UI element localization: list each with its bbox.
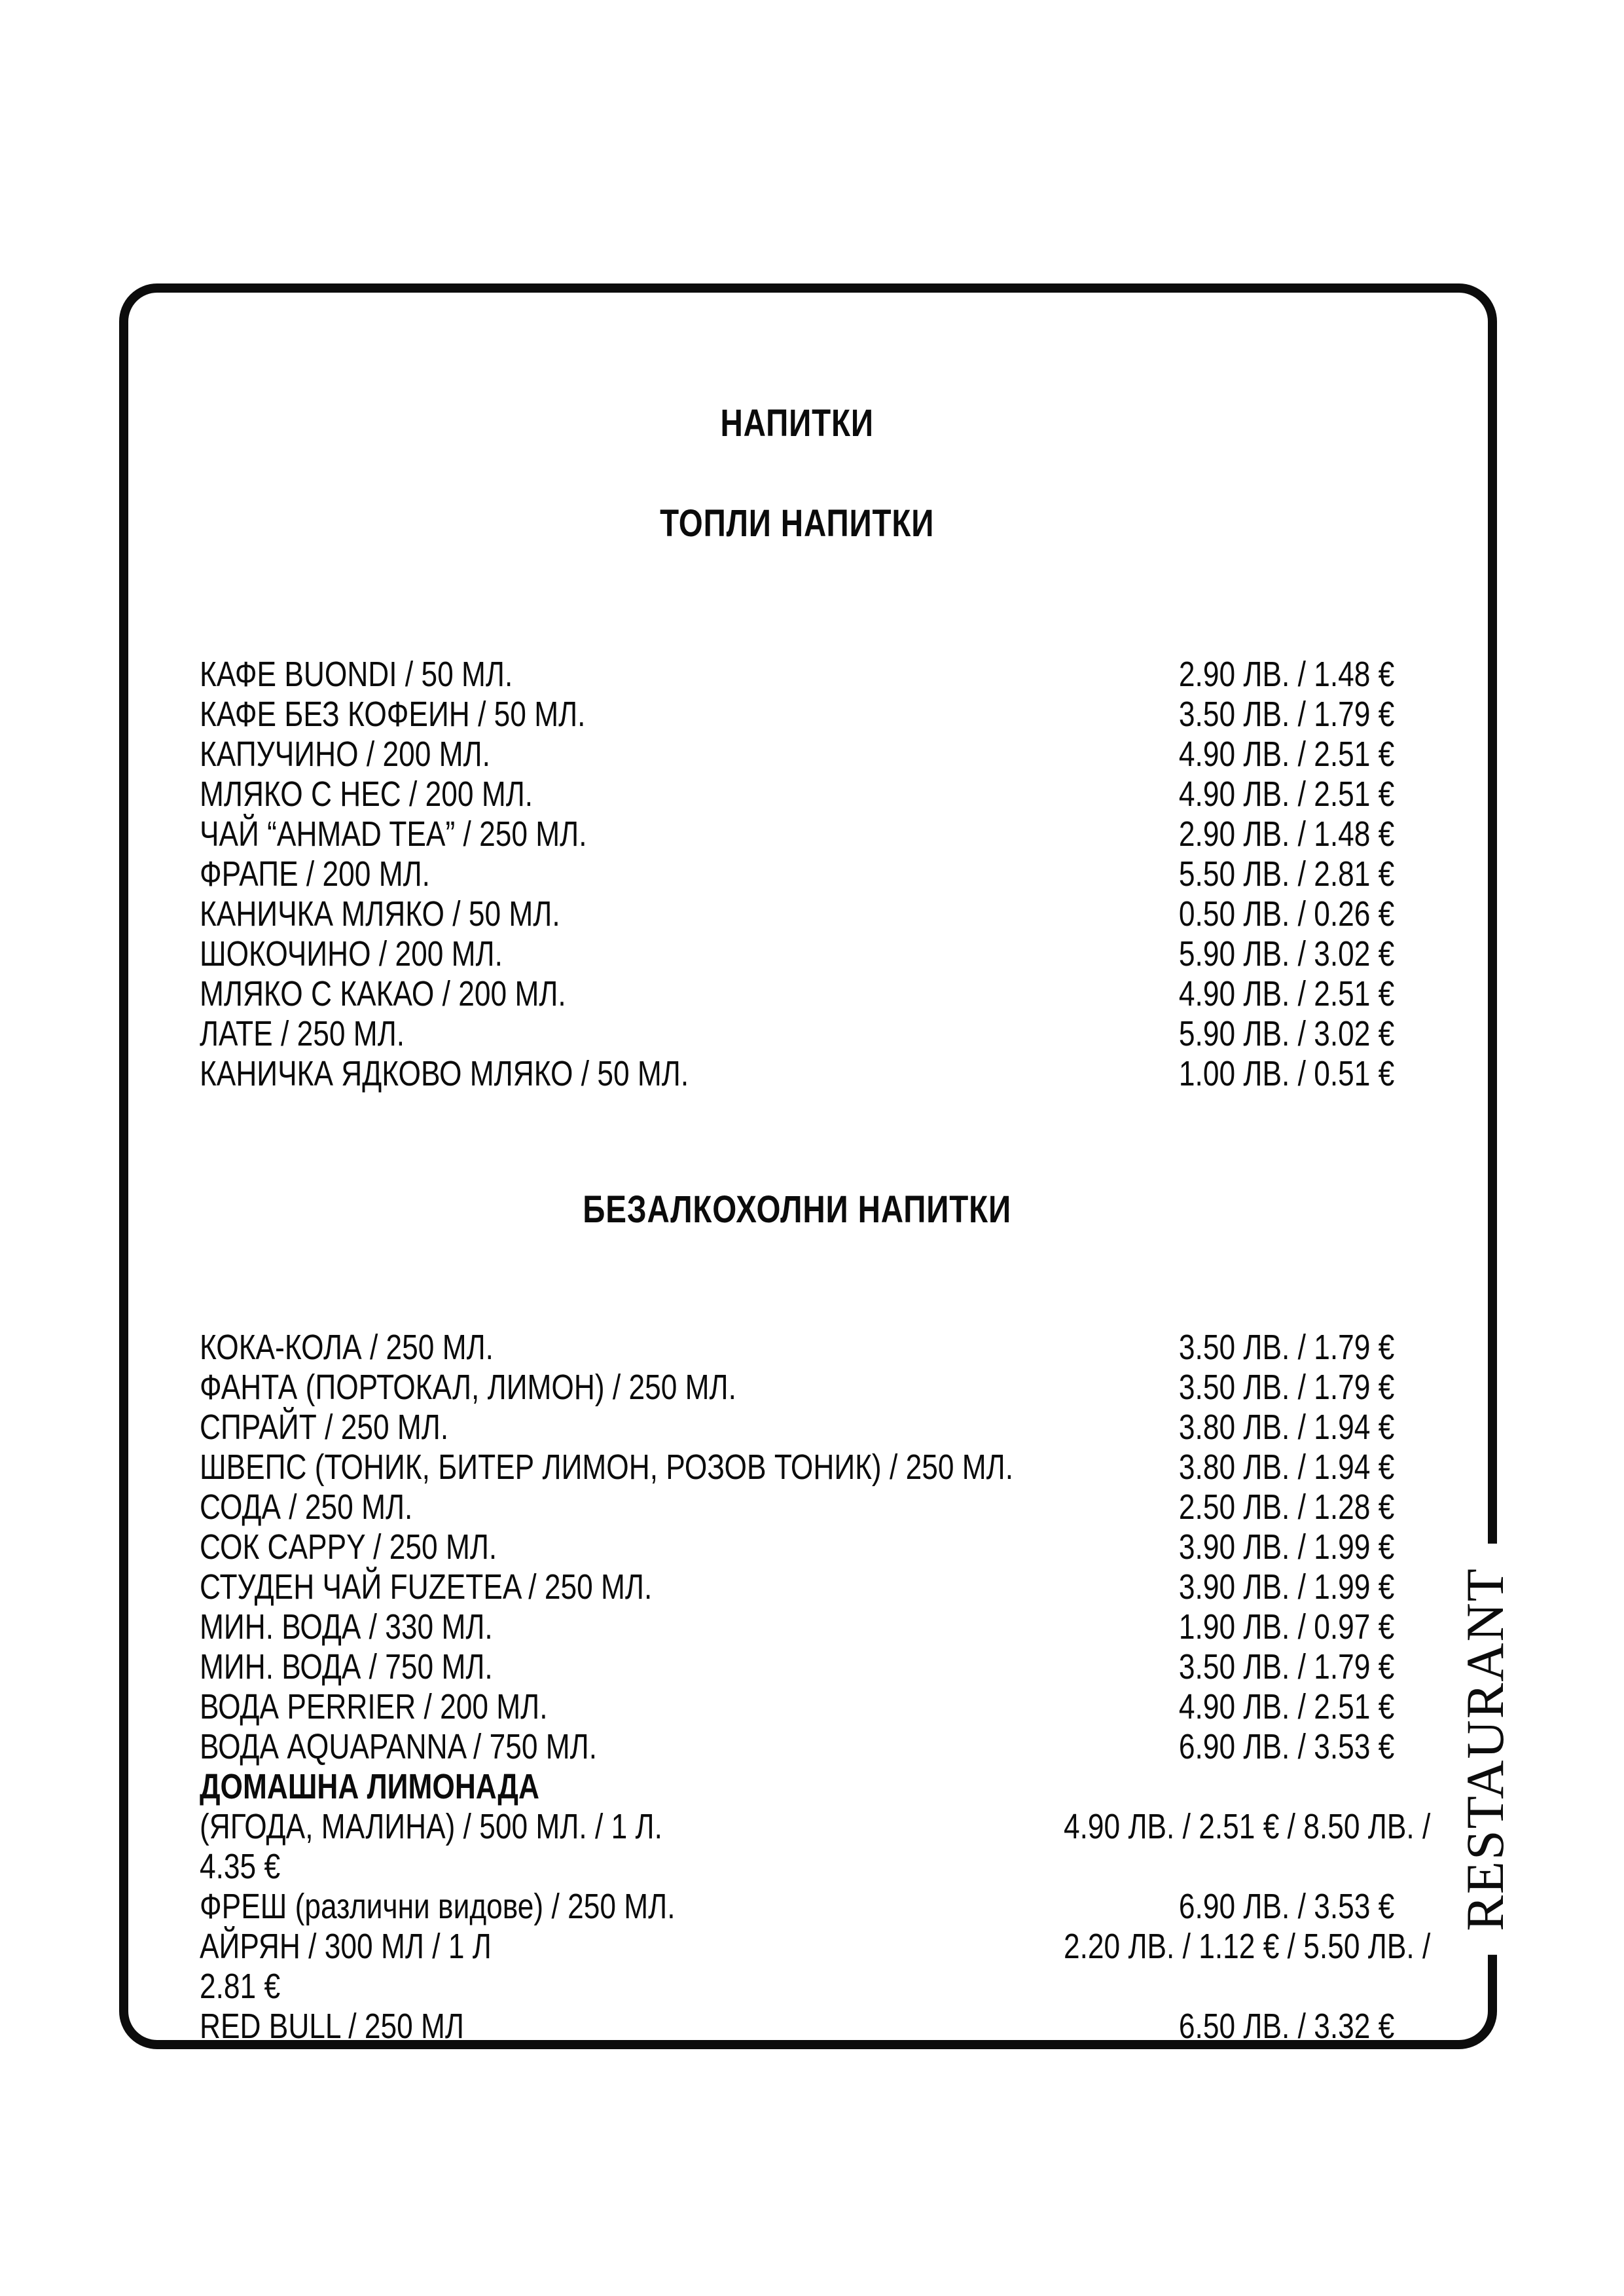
item-name: КАФЕ БЕЗ КОФЕИН / 50 МЛ. [200, 695, 586, 734]
item-price: 2.90 ЛВ. / 1.48 € [1178, 655, 1395, 694]
item-name: АЙРЯН / 300 МЛ / 1 Л [200, 1927, 492, 1966]
item-price: 6.90 ЛВ. / 3.53 € [1178, 1727, 1395, 1766]
item-name: КАНИЧКА МЛЯКО / 50 МЛ. [200, 894, 560, 934]
menu-item-row [200, 1448, 1394, 1487]
item-price: 3.50 ЛВ. / 1.79 € [1178, 1328, 1395, 1367]
item-price: 2.50 ЛВ. / 1.28 € [1178, 1487, 1395, 1527]
item-price: 5.50 ЛВ. / 2.81 € [1178, 854, 1395, 894]
item-price: 4.90 ЛВ. / 2.51 € [1178, 974, 1395, 1013]
menu-item-row [200, 974, 1394, 1014]
page-title: НАПИТКИ [720, 402, 874, 445]
menu-item-row [200, 1727, 1394, 1767]
menu-item-row [200, 1607, 1394, 1647]
menu-item-row [200, 1767, 1394, 1807]
item-name: ШВЕПС (ТОНИК, БИТЕР ЛИМОН, РОЗОВ ТОНИК) / 250 МЛ. [200, 1448, 1014, 1487]
price-overflow-row [200, 1847, 1394, 1887]
item-name: МИН. ВОДА / 330 МЛ. [200, 1607, 493, 1647]
item-price: 2.90 ЛВ. / 1.48 € [1178, 814, 1395, 854]
soft-drinks-list [200, 1328, 1431, 2047]
item-price: 3.50 ЛВ. / 1.79 € [1178, 1647, 1395, 1686]
menu-item-row [200, 1328, 1394, 1368]
menu-item-row [200, 1807, 1430, 1847]
menu-item-row [200, 1054, 1394, 1094]
item-price: 3.50 ЛВ. / 1.79 € [1178, 1368, 1395, 1407]
menu-item-row [200, 1687, 1394, 1727]
menu-item-row [200, 695, 1394, 735]
item-name: (ЯГОДА, МАЛИНА) / 500 МЛ. / 1 Л. [200, 1807, 662, 1846]
item-name: ФРЕШ (различни видове) / 250 МЛ. [200, 1887, 676, 1926]
item-price: 4.90 ЛВ. / 2.51 € / 8.50 ЛВ. / [1063, 1807, 1431, 1846]
item-name: СТУДЕН ЧАЙ FUZETEA / 250 МЛ. [200, 1567, 653, 1607]
item-price: 3.50 ЛВ. / 1.79 € [1178, 695, 1395, 734]
menu-item-row [200, 655, 1394, 695]
item-name: ДОМАШНА ЛИМОНАДА [200, 1767, 539, 1806]
menu-item-row [200, 774, 1394, 814]
section-heading-hot-drinks: ТОПЛИ НАПИТКИ [660, 502, 935, 545]
item-price: 4.90 ЛВ. / 2.51 € [1178, 1687, 1395, 1726]
item-name: ЧАЙ “AHMAD TEA” / 250 МЛ. [200, 814, 587, 854]
menu-item-row [200, 1527, 1394, 1567]
menu-item-row [200, 1567, 1394, 1607]
item-price: 5.90 ЛВ. / 3.02 € [1178, 1014, 1395, 1053]
item-name: КАФЕ BUONDI / 50 МЛ. [200, 655, 513, 694]
item-price: 4.90 ЛВ. / 2.51 € [1178, 774, 1395, 814]
item-price: 3.80 ЛВ. / 1.94 € [1178, 1448, 1395, 1487]
item-name: КАНИЧКА ЯДКОВО МЛЯКО / 50 МЛ. [200, 1054, 689, 1093]
item-name: СОК CAPPY / 250 МЛ. [200, 1527, 497, 1567]
item-price: 5.90 ЛВ. / 3.02 € [1178, 934, 1395, 974]
menu-item-row [200, 1927, 1430, 1967]
item-name: КОКА-КОЛА / 250 МЛ. [200, 1328, 494, 1367]
menu-item-row [200, 934, 1394, 974]
menu-item-row [200, 1368, 1394, 1408]
item-name: ФРАПЕ / 200 МЛ. [200, 854, 430, 894]
menu-item-row [200, 1014, 1394, 1054]
item-name: ШОКОЧИНО / 200 МЛ. [200, 934, 503, 974]
item-name: RED BULL / 250 МЛ [200, 2007, 464, 2046]
menu-item-row [200, 814, 1394, 854]
item-price-overflow: 4.35 € [200, 1847, 281, 1886]
hot-drinks-list [200, 655, 1394, 1094]
item-price: 6.90 ЛВ. / 3.53 € [1178, 1887, 1395, 1926]
item-name: КАПУЧИНО / 200 МЛ. [200, 735, 490, 774]
item-price: 3.90 ЛВ. / 1.99 € [1178, 1527, 1395, 1567]
item-name: ЛАТЕ / 250 МЛ. [200, 1014, 405, 1053]
restaurant-vertical-label: RESTAURANT [1454, 1544, 1516, 1955]
menu-item-row [200, 735, 1394, 774]
item-price: 3.90 ЛВ. / 1.99 € [1178, 1567, 1395, 1607]
item-price: 6.50 ЛВ. / 3.32 € [1178, 2007, 1395, 2046]
item-name: СПРАЙТ / 250 МЛ. [200, 1408, 449, 1447]
item-name: СОДА / 250 МЛ. [200, 1487, 413, 1527]
item-price-overflow: 2.81 € [200, 1967, 281, 2006]
item-name: МЛЯКО С КАКАО / 200 МЛ. [200, 974, 566, 1013]
item-price: 4.90 ЛВ. / 2.51 € [1178, 735, 1395, 774]
item-name: МЛЯКО С НЕС / 200 МЛ. [200, 774, 533, 814]
item-price: 0.50 ЛВ. / 0.26 € [1178, 894, 1395, 934]
menu-item-row [200, 2007, 1394, 2047]
menu-item-row [200, 854, 1394, 894]
item-name: ВОДА AQUAPANNA / 750 МЛ. [200, 1727, 598, 1766]
item-price: 1.00 ЛВ. / 0.51 € [1178, 1054, 1395, 1093]
menu-item-row [200, 1647, 1394, 1687]
menu-item-row [200, 1887, 1394, 1927]
item-price: 1.90 ЛВ. / 0.97 € [1178, 1607, 1395, 1647]
item-price: 2.20 ЛВ. / 1.12 € / 5.50 ЛВ. / [1063, 1927, 1431, 1966]
item-name: ФАНТА (ПОРТОКАЛ, ЛИМОН) / 250 МЛ. [200, 1368, 736, 1407]
section-heading-soft-drinks: БЕЗАЛКОХОЛНИ НАПИТКИ [583, 1188, 1012, 1231]
menu-content [200, 283, 1431, 2047]
item-price: 3.80 ЛВ. / 1.94 € [1178, 1408, 1395, 1447]
item-name: МИН. ВОДА / 750 МЛ. [200, 1647, 493, 1686]
price-overflow-row [200, 1967, 1394, 2007]
item-name: ВОДА PERRIER / 200 МЛ. [200, 1687, 548, 1726]
menu-item-row [200, 894, 1394, 934]
menu-item-row [200, 1487, 1394, 1527]
menu-item-row [200, 1408, 1394, 1448]
